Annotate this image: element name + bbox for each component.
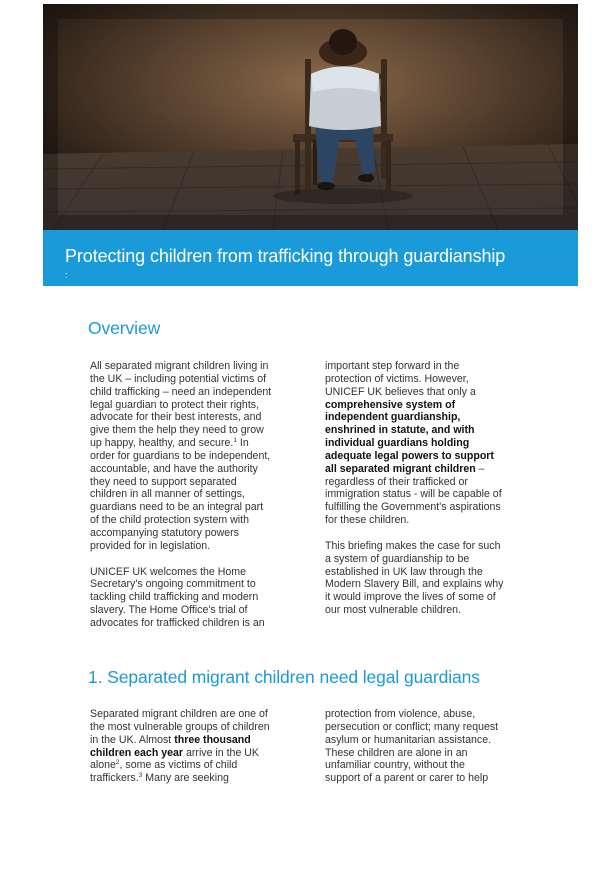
text-fragment: Many are seeking	[142, 772, 229, 785]
text-line: Secretary's ongoing commitment to	[90, 578, 256, 591]
text-line: it would improve the lives of some of	[325, 591, 496, 604]
text-line: provided for in legislation.	[90, 539, 211, 552]
footnote-ref[interactable]: 2	[115, 759, 120, 767]
text-line: support of a parent or carer to help	[325, 772, 489, 785]
text-line: established in UK law through the	[325, 565, 483, 578]
text-line: important step forward in the	[325, 360, 460, 372]
text-line: give them the help they need to grow	[90, 424, 264, 437]
text-line: children in all manner of settings,	[90, 488, 245, 501]
overview-right-column	[325, 360, 540, 617]
text-line: protection of victims. However,	[325, 372, 469, 385]
text-fragment: , some as victims of child	[119, 759, 238, 772]
text-line: slavery. The Home Office's trial of	[90, 604, 248, 617]
text-line: asylum or humanitarian assistance.	[325, 733, 492, 746]
section-1-heading: 1. Separated migrant children need legal guardians	[88, 667, 480, 687]
text-line-bold	[325, 450, 540, 463]
text-line: fulfilling the Government's aspirations	[325, 501, 501, 514]
footnote-ref[interactable]: 1	[233, 437, 237, 445]
text-line	[90, 772, 305, 785]
section-1-right-column	[325, 708, 540, 785]
text-line: the UK – including potential victims of	[90, 372, 267, 385]
text-line	[90, 747, 305, 760]
footnote-ref[interactable]: 3	[138, 772, 143, 780]
text-line: unfamiliar country, without the	[325, 759, 465, 772]
bold-text: three thousand	[174, 733, 251, 746]
document-title: Protecting children from trafficking through guardianship	[65, 246, 506, 266]
text-line: Modern Slavery Bill, and explains why	[325, 578, 504, 591]
text-line: child trafficking – need an independent	[90, 385, 272, 398]
text-line: order for guardians to be independent,	[90, 449, 271, 462]
text-line: of the child protection system with	[90, 514, 249, 527]
text-line: UNICEF UK welcomes the Home	[90, 565, 247, 578]
text-line: immigration status - will be capable of	[325, 488, 502, 501]
text-line: accountable, and have the authority	[90, 462, 258, 475]
text-line-bold	[325, 463, 540, 476]
text-line: advocate for their best interests, and	[90, 411, 262, 424]
text-line: for these children.	[325, 514, 410, 527]
text-line: This briefing makes the case for such	[325, 539, 501, 552]
text-fragment: in the UK. Almost	[90, 733, 175, 746]
text-fragment: alone	[90, 759, 116, 772]
text-line: they need to support separated	[90, 475, 237, 488]
bold-text: independent guardianship,	[325, 411, 461, 424]
overview-heading: Overview	[88, 318, 161, 338]
bold-text: enshrined in statute, and with	[325, 424, 475, 437]
text-fragment: In	[236, 437, 249, 450]
text-line	[90, 759, 305, 772]
text-line: a system of guardianship to be	[325, 552, 470, 565]
overview-left-column	[90, 360, 305, 630]
text-line: the most vulnerable groups of children	[90, 720, 270, 733]
text-line: protection from violence, abuse,	[325, 708, 476, 720]
bold-text: all separated migrant children	[325, 462, 476, 475]
text-line: regardless of their trafficked or	[325, 475, 468, 488]
text-line: legal guardian to protect their rights,	[90, 398, 260, 411]
bold-text: individual guardians holding	[325, 437, 470, 450]
text-line: UNICEF UK believes that only a	[325, 385, 476, 398]
title-band-mark: :	[65, 270, 68, 280]
text-line-bold	[325, 437, 540, 450]
text-fragment: –	[475, 462, 485, 475]
text-line-bold	[325, 399, 540, 412]
text-line-bold	[325, 424, 540, 437]
text-fragment: traffickers.	[90, 772, 139, 785]
text-fragment: arrive in the UK	[183, 746, 259, 759]
text-line	[90, 437, 305, 450]
text-line-bold	[325, 411, 540, 424]
text-fragment: up happy, healthy, and secure.	[90, 437, 234, 450]
text-line: guardians need to be an integral part	[90, 501, 264, 514]
text-line: Separated migrant children are one of	[90, 708, 268, 720]
hero-photo	[43, 4, 578, 230]
bold-text: comprehensive system of	[325, 398, 456, 411]
section-1-left-column	[90, 708, 305, 785]
text-line: our most vulnerable children.	[325, 604, 462, 617]
photo-child-on-chair-icon	[43, 4, 578, 230]
text-line: All separated migrant children living in	[90, 360, 269, 372]
bold-text: children each year	[90, 746, 184, 759]
text-line: advocates for trafficked children is an	[90, 616, 265, 629]
text-line: persecution or conflict; many request	[325, 720, 499, 733]
title-band	[43, 230, 578, 286]
text-line: accompanying statutory powers	[90, 526, 239, 539]
text-line	[90, 734, 305, 747]
text-line: tackling child trafficking and modern	[90, 591, 259, 604]
text-line: These children are alone in an	[325, 746, 468, 759]
bold-text: adequate legal powers to support	[325, 449, 494, 462]
